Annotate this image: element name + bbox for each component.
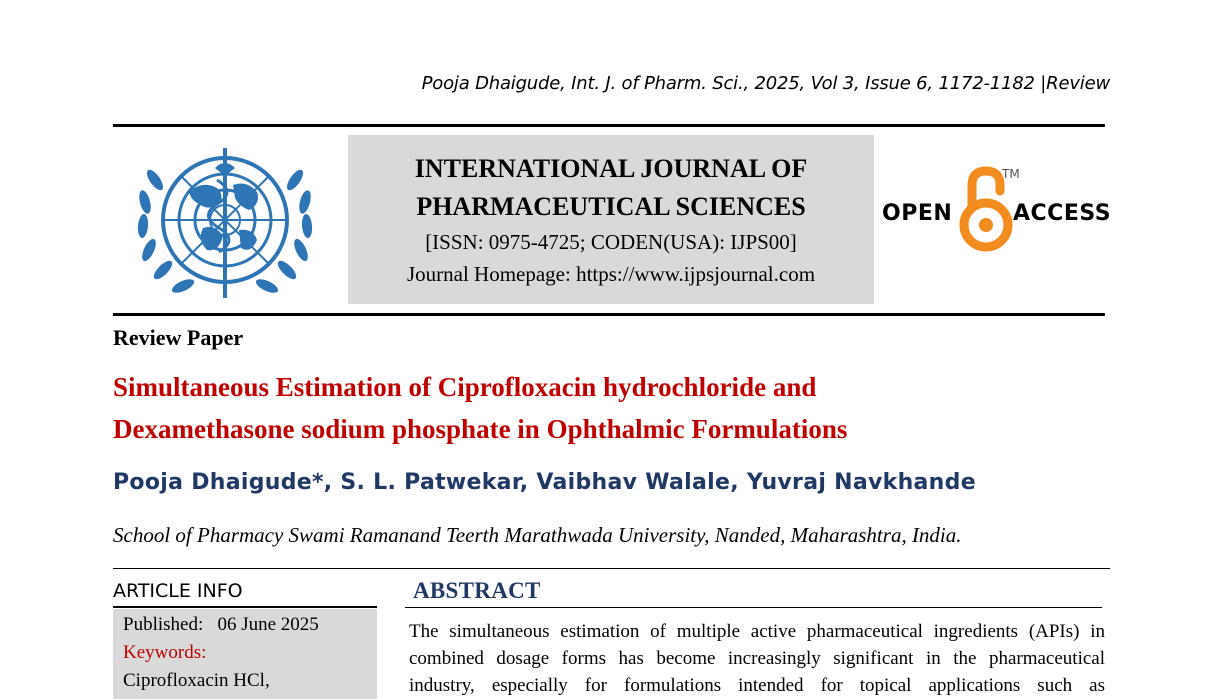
journal-emblem-logo [127,140,323,306]
abstract-rule [405,607,1102,608]
abstract-heading: ABSTRACT [413,578,541,603]
journal-title-box [348,135,874,304]
abstract-line: The simultaneous estimation of multiple active pharmaceutical ingredients (APIs) in [409,621,1105,642]
article-title-line2: Dexamethasone sodium phosphate in Ophthalmic Formulations [113,414,848,444]
article-title [113,366,1113,450]
open-access-logo [880,165,1110,253]
abstract-line: combined dosage forms has become increasingly significant in the pharmaceutical [409,648,1105,669]
published-row [123,611,367,639]
journal-issn: [ISSN: 0975-4725; CODEN(USA): IJPS00] [425,230,797,254]
article-affiliation: School of Pharmacy Swami Ramanand Teerth Marathwada University, Nanded, Maharashtra, India. [113,523,962,547]
journal-homepage: Journal Homepage: https://www.ijpsjournal.com [406,262,816,286]
open-access-left-text: OPEN [882,201,953,226]
article-info-heading: ARTICLE INFO [113,580,243,602]
published-label: Published: [123,614,204,635]
article-authors: Pooja Dhaigude*, S. L. Patwekar, Vaibhav Walale, Yuvraj Navkhande [113,470,976,495]
citation-header: Pooja Dhaigude, Int. J. of Pharm. Sci., 2025, Vol 3, Issue 6, 1172-1182 |Review [421,73,1110,94]
header-rule-top [113,124,1105,127]
header-rule-bottom [113,313,1105,316]
article-type: Review Paper [113,325,244,350]
article-info-rule [113,606,377,608]
open-access-right-text: ACCESS [1013,201,1112,226]
keywords-label: Keywords: [123,642,207,663]
article-title-line1: Simultaneous Estimation of Ciprofloxacin hydrochloride and [113,372,817,402]
journal-name-line2: PHARMACEUTICAL SCIENCES [416,192,806,221]
abstract-line: industry, especially for formulations intended for topical applications such as [409,675,1105,696]
article-info-box [113,609,377,699]
trademark-mark: TM [1002,167,1020,181]
section-divider [113,568,1110,569]
abstract-body [409,618,1105,699]
keyword-item: Ciprofloxacin HCl, [123,670,270,691]
journal-name-line1: INTERNATIONAL JOURNAL OF [414,154,808,183]
published-date: 06 June 2025 [217,614,319,635]
